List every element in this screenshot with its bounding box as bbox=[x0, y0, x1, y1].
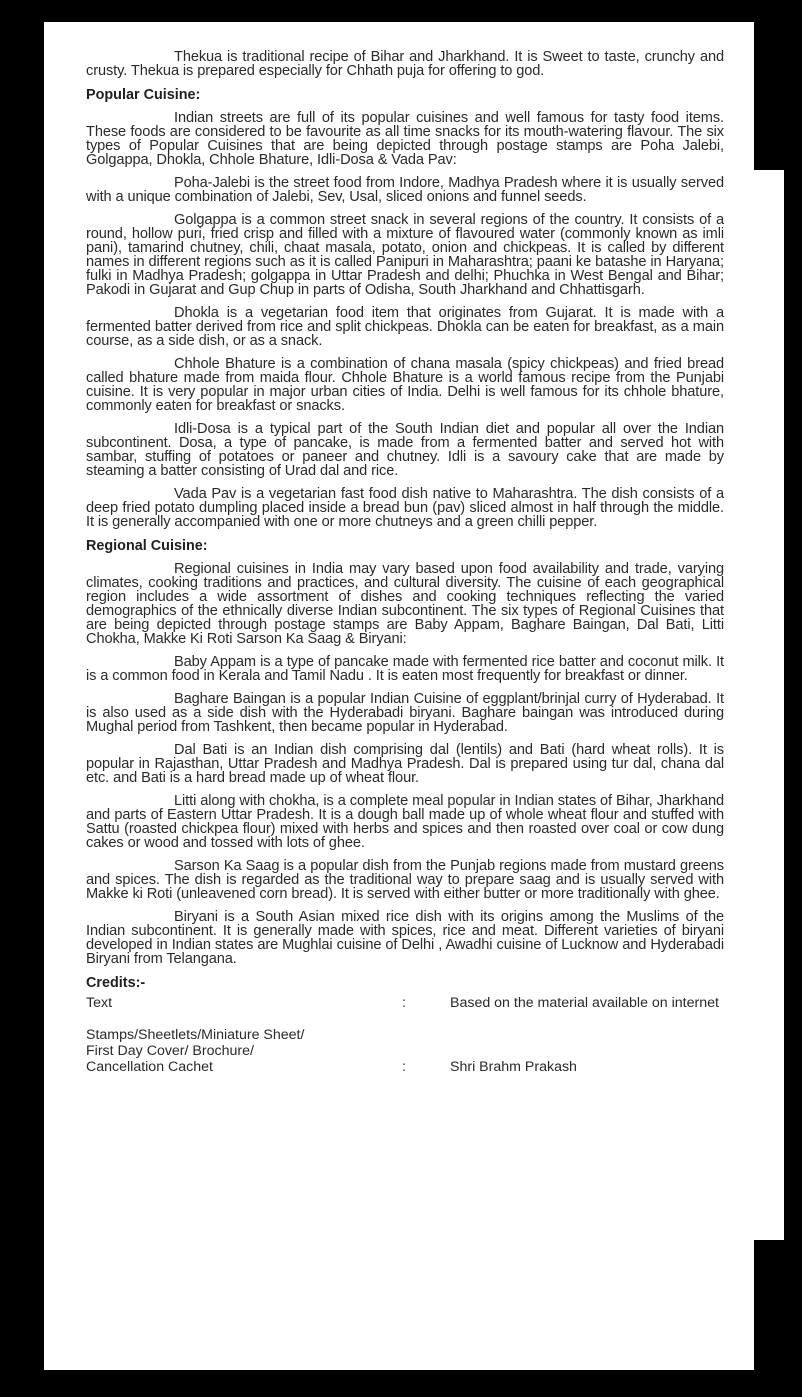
poha-jalebi-paragraph bbox=[86, 176, 724, 204]
regional-cuisine-heading: Regional Cuisine: bbox=[86, 538, 208, 554]
litti-chokha-paragraph bbox=[86, 794, 724, 850]
regional-intro-text: Regional cuisines in India may vary based upon food availability and trade, varying climates, cooking traditions and practices, and cultural diversity. The cuisine of each geographical region includes a wide assortment of dishes and cooking techniques reflecting the varied demographics of the ethnically diverse Indian subcontinent. The six types of Regional Cuisines that are being depicted through postage stamps are Baby Appam, Baghare Baingan, Dal Bati, Litti Chokha, Makke Ki Roti Sarson Ka Saag & Biryani: bbox=[86, 561, 724, 647]
intro-paragraph bbox=[86, 50, 724, 78]
credit-row-stamps-1 bbox=[86, 1027, 724, 1043]
credit-stamps-label-line3: Cancellation Cachet bbox=[86, 1059, 213, 1075]
credit-stamps-value: Shri Brahm Prakash bbox=[450, 1059, 577, 1075]
baby-appam-text: Baby Appam is a type of pancake made with fermented rice batter and coconut milk. It is a common food in Kerala and Tamil Nadu . It is eaten most frequently for breakfast or dinner. bbox=[86, 654, 724, 684]
brochure-page bbox=[44, 22, 754, 1370]
idli-dosa-text: Idli-Dosa is a typical part of the South Indian diet and popular all over the Indian subcontinent. Dosa, a type of pancake, is made from a fermented batter and served hot with sambar, stuffing of potatoes or paneer and chutney. Idli is a savoury cake that are made by steaming a batter consisting of Urad dal and rice. bbox=[86, 421, 724, 479]
vada-pav-text: Vada Pav is a vegetarian fast food dish native to Maharashtra. The dish consists of a deep fried potato dumpling placed inside a bread bun (pav) sliced almost in half through the middle. It is generally accompanied with one or more chutneys and a green chilli pepper. bbox=[86, 486, 724, 530]
baby-appam-paragraph bbox=[86, 655, 724, 683]
credit-text-label: Text bbox=[86, 995, 113, 1011]
dhokla-paragraph bbox=[86, 306, 724, 348]
regional-intro-paragraph bbox=[86, 562, 724, 646]
credit-text-value: Based on the material available on internet bbox=[450, 995, 719, 1011]
dal-bati-text: Dal Bati is an Indian dish comprising dal (lentils) and Bati (hard wheat rolls). It is popular in Rajasthan, Uttar Pradesh and Madhya Pradesh. Dal is prepared using tur dal, chana dal etc. and Bati is a hard bread made up of wheat flour. bbox=[86, 742, 724, 786]
chhole-bhature-paragraph bbox=[86, 357, 724, 413]
credit-separator: : bbox=[402, 1059, 406, 1075]
sarson-ka-saag-paragraph bbox=[86, 859, 724, 901]
golgappa-text: Golgappa is a common street snack in several regions of the country. It consists of a round, hollow puri, fried crisp and filled with a mixture of flavoured water (commonly known as imli pani), tamarind chutney, chili, chaat masala, potato, onion and chickpeas. It is called by different names in different regions such as it is called Panipuri in Maharashtra; paani ke batashe in Haryana; fulki in Madhya Pradesh; golgappa in Uttar Pradesh and delhi; Phuchka in West Bengal and Bihar; Pakodi in Gujarat and Gup Chup in parts of Odisha, South Jharkhand and Chhattisgarh. bbox=[86, 212, 724, 298]
popular-cuisine-heading: Popular Cuisine: bbox=[86, 87, 201, 103]
golgappa-paragraph bbox=[86, 213, 724, 297]
dal-bati-paragraph bbox=[86, 743, 724, 785]
credit-stamps-label-line1: Stamps/Sheetlets/Miniature Sheet/ bbox=[86, 1027, 305, 1043]
vada-pav-paragraph bbox=[86, 487, 724, 529]
credit-separator: : bbox=[402, 995, 406, 1011]
sarson-ka-saag-text: Sarson Ka Saag is a popular dish from the Punjab regions made from mustard greens and spices. The dish is regarded as the traditional way to prepare saag and is usually served with Makke ki Roti (unleavened corn bread). It is served with either butter or more traditionally with ghee. bbox=[86, 858, 724, 902]
credits-block bbox=[86, 995, 724, 1075]
popular-intro-text: Indian streets are full of its popular cuisines and well famous for tasty food items. These foods are considered to be favourite as all time snacks for its mouth-watering flavour. The six types of Popular Cuisines that are being depicted through postage stamps are Poha Jalebi, Golgappa, Dhokla, Chhole Bhature, Idli-Dosa & Vada Pav: bbox=[86, 110, 724, 168]
chhole-bhature-text: Chhole Bhature is a combination of chana masala (spicy chickpeas) and fried bread called bhature made from maida flour. Chhole Bhature is a world famous recipe from the Punjabi cuisine. It is very popular in major urban cities of India. Delhi is well famous for its chhole bhature, commonly eaten for breakfast or snacks. bbox=[86, 356, 724, 414]
credit-stamps-label-line2: First Day Cover/ Brochure/ bbox=[86, 1043, 254, 1059]
credits-heading: Credits:- bbox=[86, 975, 146, 991]
poha-jalebi-text: Poha-Jalebi is the street food from Indore, Madhya Pradesh where it is usually served with a unique combination of Jalebi, Sev, Usal, sliced onions and funnel seeds. bbox=[86, 175, 724, 205]
biryani-paragraph bbox=[86, 910, 724, 966]
baghare-baingan-text: Baghare Baingan is a popular Indian Cuisine of eggplant/brinjal curry of Hyderabad. It is also used as a side dish with the Hyderabadi biryani. Baghare baingan was introduced during Mughal period from Tashkent, then became popular in Hyderabad. bbox=[86, 691, 724, 735]
credit-row-text bbox=[86, 995, 724, 1011]
idli-dosa-paragraph bbox=[86, 422, 724, 478]
intro-text: Thekua is traditional recipe of Bihar and Jharkhand. It is Sweet to taste, crunchy and crusty. Thekua is prepared especially for Chhath puja for offering to god. bbox=[86, 49, 724, 79]
baghare-baingan-paragraph bbox=[86, 692, 724, 734]
popular-intro-paragraph bbox=[86, 111, 724, 167]
biryani-text: Biryani is a South Asian mixed rice dish with its origins among the Muslims of the Indian subcontinent. It is generally made with spices, rice and meat. Different varieties of biryani developed in Indian states are Mughlai cuisine of Delhi , Awadhi cuisine of Lucknow and Hyderabadi Biryani from Telangana. bbox=[86, 909, 724, 967]
credit-row-stamps-2 bbox=[86, 1043, 724, 1059]
credit-row-stamps-3 bbox=[86, 1059, 724, 1075]
litti-chokha-text: Litti along with chokha, is a complete meal popular in Indian states of Bihar, Jharkhand and parts of Eastern Uttar Pradesh. It is a dough ball made up of whole wheat flour and stuffed with Sattu (roasted chickpea flour) mixed with herbs and spices and then roasted over coal or cow dung cakes or wood and tossed with lots of ghee. bbox=[86, 793, 724, 851]
dhokla-text: Dhokla is a vegetarian food item that originates from Gujarat. It is made with a fermented batter derived from rice and split chickpeas. Dhokla can be eaten for breakfast, as a main course, as a side dish, or as a snack. bbox=[86, 305, 724, 349]
